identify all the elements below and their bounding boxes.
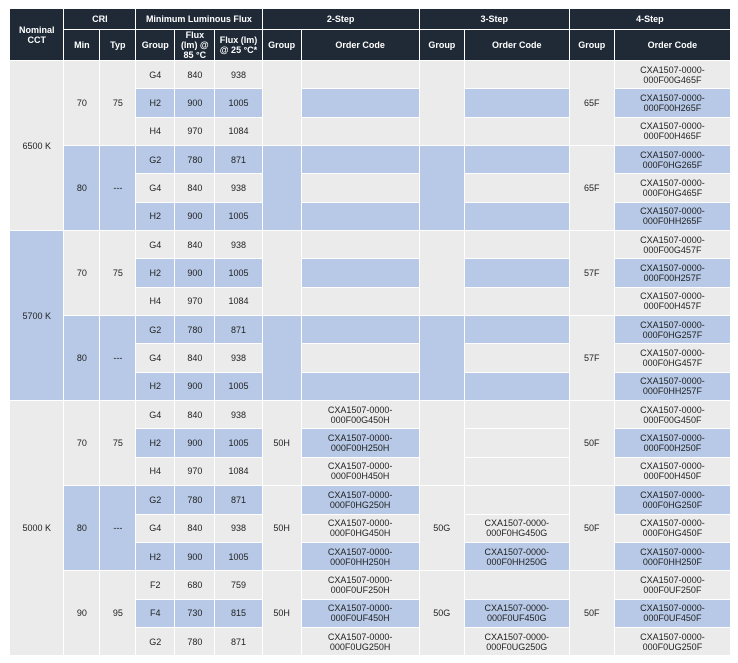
cri-min-cell: 70	[64, 231, 100, 316]
cct-cell: 5000 K	[10, 401, 64, 656]
step4-order-code: CXA1507-0000-000F0HH265F	[614, 202, 730, 230]
step3-group-cell	[419, 231, 464, 316]
cri-min-cell: 80	[64, 486, 100, 571]
flux-group-cell: G4	[136, 174, 175, 202]
flux85-cell: 900	[175, 542, 215, 570]
step2-order-code	[301, 372, 419, 400]
flux-group-cell: H2	[136, 259, 175, 287]
table-row	[10, 146, 731, 174]
flux85-header: Flux (lm) @ 85 °C	[175, 30, 215, 61]
cri-typ-cell: 75	[100, 401, 136, 486]
flux-group-cell: G4	[136, 61, 175, 89]
step2-header: 2-Step	[262, 9, 419, 30]
flux25-cell: 938	[215, 61, 262, 89]
step4-order-code: CXA1507-0000-000F0UG250F	[614, 627, 730, 655]
step2-order-code: CXA1507-0000-000F0HH250H	[301, 542, 419, 570]
step2-order-code	[301, 146, 419, 174]
flux85-cell: 840	[175, 231, 215, 259]
step4-order-code: CXA1507-0000-000F00H450F	[614, 457, 730, 485]
step3-order-code: CXA1507-0000-000F0HG450G	[464, 514, 569, 542]
flux25-cell: 1005	[215, 202, 262, 230]
flux-group-cell: H2	[136, 202, 175, 230]
cri-min-cell: 70	[64, 61, 100, 146]
step2-order-code	[301, 117, 419, 145]
step4-order-code: CXA1507-0000-000F0UF250F	[614, 571, 730, 599]
step3-order-code	[464, 429, 569, 457]
step3-order-code	[464, 146, 569, 174]
flux85-cell: 840	[175, 174, 215, 202]
step3-order-code	[464, 231, 569, 259]
step4-group-cell: 57F	[569, 316, 614, 401]
step3-order-code: CXA1507-0000-000F0HH250G	[464, 542, 569, 570]
flux25-cell: 938	[215, 401, 262, 429]
flux25-cell: 1084	[215, 117, 262, 145]
cct-cell: 5700 K	[10, 231, 64, 401]
flux25-cell: 1084	[215, 457, 262, 485]
flux25-cell: 938	[215, 231, 262, 259]
step3-order-code	[464, 486, 569, 514]
flux85-cell: 780	[175, 146, 215, 174]
flux25-cell: 1005	[215, 372, 262, 400]
step2-order-code	[301, 202, 419, 230]
flux85-cell: 680	[175, 571, 215, 599]
flux-group-header: Group	[136, 30, 175, 61]
step4-order-code: CXA1507-0000-000F00H265F	[614, 89, 730, 117]
flux85-cell: 900	[175, 429, 215, 457]
step4-header: 4-Step	[569, 9, 730, 30]
step2-order-code	[301, 344, 419, 372]
flux-group-cell: H4	[136, 457, 175, 485]
flux-group-cell: G4	[136, 231, 175, 259]
step4-order-code: CXA1507-0000-000F0HG250F	[614, 486, 730, 514]
cri-min-cell: 80	[64, 316, 100, 401]
step4-order-code: CXA1507-0000-000F0HG450F	[614, 514, 730, 542]
flux25-cell: 1005	[215, 259, 262, 287]
step2-group-header: Group	[262, 30, 301, 61]
flux-group-cell: G4	[136, 401, 175, 429]
step3-order-code	[464, 571, 569, 599]
step3-order-code	[464, 174, 569, 202]
cri-header: CRI	[64, 9, 136, 30]
step2-group-cell	[262, 316, 301, 401]
step2-group-cell	[262, 231, 301, 316]
step4-order-code: CXA1507-0000-000F00H257F	[614, 259, 730, 287]
step3-order-code	[464, 89, 569, 117]
step4-order-code: CXA1507-0000-000F0UF450F	[614, 599, 730, 627]
flux25-cell: 1005	[215, 429, 262, 457]
step3-order-code	[464, 316, 569, 344]
flux25-cell: 871	[215, 627, 262, 655]
step4-group-cell: 57F	[569, 231, 614, 316]
cri-min-header: Min	[64, 30, 100, 61]
flux-group-cell: G4	[136, 344, 175, 372]
flux85-cell: 900	[175, 259, 215, 287]
flux85-cell: 900	[175, 372, 215, 400]
step3-order-code	[464, 61, 569, 89]
step2-order-code	[301, 259, 419, 287]
flux85-cell: 840	[175, 344, 215, 372]
flux25-header: Flux (lm) @ 25 °C*	[215, 30, 262, 61]
flux85-cell: 970	[175, 457, 215, 485]
step3-order-code	[464, 202, 569, 230]
flux25-cell: 871	[215, 146, 262, 174]
step3-order-code: CXA1507-0000-000F0UG250G	[464, 627, 569, 655]
step3-order-code	[464, 287, 569, 315]
flux-group-cell: H4	[136, 117, 175, 145]
step3-header: 3-Step	[419, 9, 569, 30]
cri-min-cell: 90	[64, 571, 100, 656]
step4-order-code: CXA1507-0000-000F0HH250F	[614, 542, 730, 570]
cri-typ-cell: ---	[100, 486, 136, 571]
step2-order-code	[301, 287, 419, 315]
step4-order-code: CXA1507-0000-000F00G465F	[614, 61, 730, 89]
flux25-cell: 871	[215, 486, 262, 514]
flux25-cell: 938	[215, 174, 262, 202]
nominal-cct-header: Nominal CCT	[10, 9, 64, 61]
table-body	[10, 61, 731, 656]
step2-order-code: CXA1507-0000-000F00H450H	[301, 457, 419, 485]
cri-typ-header: Typ	[100, 30, 136, 61]
step4-order-code: CXA1507-0000-000F0HG257F	[614, 316, 730, 344]
step2-group-cell	[262, 146, 301, 231]
flux-group-cell: G4	[136, 514, 175, 542]
table-row	[10, 401, 731, 429]
flux-group-cell: G2	[136, 146, 175, 174]
step3-order-code	[464, 344, 569, 372]
flux-group-cell: G2	[136, 627, 175, 655]
flux85-cell: 840	[175, 514, 215, 542]
step3-order-code	[464, 401, 569, 429]
flux-group-cell: F4	[136, 599, 175, 627]
flux-group-cell: G2	[136, 486, 175, 514]
step2-order-code: CXA1507-0000-000F00G450H	[301, 401, 419, 429]
step2-group-cell: 50H	[262, 571, 301, 656]
step3-order-code	[464, 117, 569, 145]
flux25-cell: 1084	[215, 287, 262, 315]
flux-group-cell: H4	[136, 287, 175, 315]
step4-group-cell: 65F	[569, 146, 614, 231]
table-row	[10, 316, 731, 344]
flux85-cell: 780	[175, 486, 215, 514]
table-row	[10, 231, 731, 259]
order-code-table-wrapper	[9, 8, 731, 656]
cct-cell: 6500 K	[10, 61, 64, 231]
step4-group-cell: 50F	[569, 486, 614, 571]
flux85-cell: 900	[175, 89, 215, 117]
order-code-table	[9, 8, 731, 656]
step2-order-code	[301, 231, 419, 259]
step3-group-cell	[419, 61, 464, 146]
flux25-cell: 871	[215, 316, 262, 344]
step3-order-code	[464, 457, 569, 485]
step2-order-code: CXA1507-0000-000F00H250H	[301, 429, 419, 457]
step3-order-code-header: Order Code	[464, 30, 569, 61]
step4-group-cell: 50F	[569, 571, 614, 656]
step4-order-code: CXA1507-0000-000F00H457F	[614, 287, 730, 315]
flux85-cell: 780	[175, 627, 215, 655]
flux25-cell: 938	[215, 514, 262, 542]
step3-group-cell	[419, 401, 464, 486]
step3-group-cell	[419, 316, 464, 401]
cri-typ-cell: 95	[100, 571, 136, 656]
step4-order-code-header: Order Code	[614, 30, 730, 61]
flux85-cell: 970	[175, 117, 215, 145]
step2-order-code: CXA1507-0000-000F0UF250H	[301, 571, 419, 599]
flux85-cell: 840	[175, 401, 215, 429]
flux85-cell: 900	[175, 202, 215, 230]
step2-group-cell: 50H	[262, 401, 301, 486]
step3-group-cell	[419, 146, 464, 231]
cri-typ-cell: ---	[100, 146, 136, 231]
min-flux-header: Minimum Luminous Flux	[136, 9, 262, 30]
flux-group-cell: H2	[136, 542, 175, 570]
flux25-cell: 759	[215, 571, 262, 599]
flux85-cell: 970	[175, 287, 215, 315]
flux-group-cell: H2	[136, 89, 175, 117]
step4-order-code: CXA1507-0000-000F0HG265F	[614, 146, 730, 174]
step2-order-code	[301, 316, 419, 344]
flux-group-cell: H2	[136, 429, 175, 457]
step2-order-code	[301, 174, 419, 202]
table-row	[10, 61, 731, 89]
step2-order-code	[301, 61, 419, 89]
step3-group-cell: 50G	[419, 571, 464, 656]
flux85-cell: 780	[175, 316, 215, 344]
cri-typ-cell: ---	[100, 316, 136, 401]
flux-group-cell: H2	[136, 372, 175, 400]
step4-order-code: CXA1507-0000-000F0HG457F	[614, 344, 730, 372]
step3-order-code	[464, 259, 569, 287]
step4-group-cell: 65F	[569, 61, 614, 146]
step2-order-code	[301, 89, 419, 117]
table-row	[10, 571, 731, 599]
flux25-cell: 1005	[215, 89, 262, 117]
step2-group-cell: 50H	[262, 486, 301, 571]
step4-order-code: CXA1507-0000-000F0HH257F	[614, 372, 730, 400]
flux25-cell: 815	[215, 599, 262, 627]
step3-group-cell: 50G	[419, 486, 464, 571]
cri-typ-cell: 75	[100, 231, 136, 316]
step2-order-code-header: Order Code	[301, 30, 419, 61]
flux25-cell: 938	[215, 344, 262, 372]
cri-min-cell: 70	[64, 401, 100, 486]
header-row-2	[10, 30, 731, 61]
header-row-1	[10, 9, 731, 30]
flux25-cell: 1005	[215, 542, 262, 570]
step2-order-code: CXA1507-0000-000F0UG250H	[301, 627, 419, 655]
step2-order-code: CXA1507-0000-000F0HG250H	[301, 486, 419, 514]
step2-order-code: CXA1507-0000-000F0HG450H	[301, 514, 419, 542]
flux-group-cell: G2	[136, 316, 175, 344]
step4-order-code: CXA1507-0000-000F00H465F	[614, 117, 730, 145]
table-row	[10, 486, 731, 514]
step3-group-header: Group	[419, 30, 464, 61]
step2-group-cell	[262, 61, 301, 146]
step3-order-code: CXA1507-0000-000F0UF450G	[464, 599, 569, 627]
step4-group-cell: 50F	[569, 401, 614, 486]
flux85-cell: 730	[175, 599, 215, 627]
cri-typ-cell: 75	[100, 61, 136, 146]
cri-min-cell: 80	[64, 146, 100, 231]
step4-order-code: CXA1507-0000-000F00G450F	[614, 401, 730, 429]
step2-order-code: CXA1507-0000-000F0UF450H	[301, 599, 419, 627]
step4-group-header: Group	[569, 30, 614, 61]
step4-order-code: CXA1507-0000-000F00G457F	[614, 231, 730, 259]
step4-order-code: CXA1507-0000-000F00H250F	[614, 429, 730, 457]
step3-order-code	[464, 372, 569, 400]
flux-group-cell: F2	[136, 571, 175, 599]
step4-order-code: CXA1507-0000-000F0HG465F	[614, 174, 730, 202]
flux85-cell: 840	[175, 61, 215, 89]
